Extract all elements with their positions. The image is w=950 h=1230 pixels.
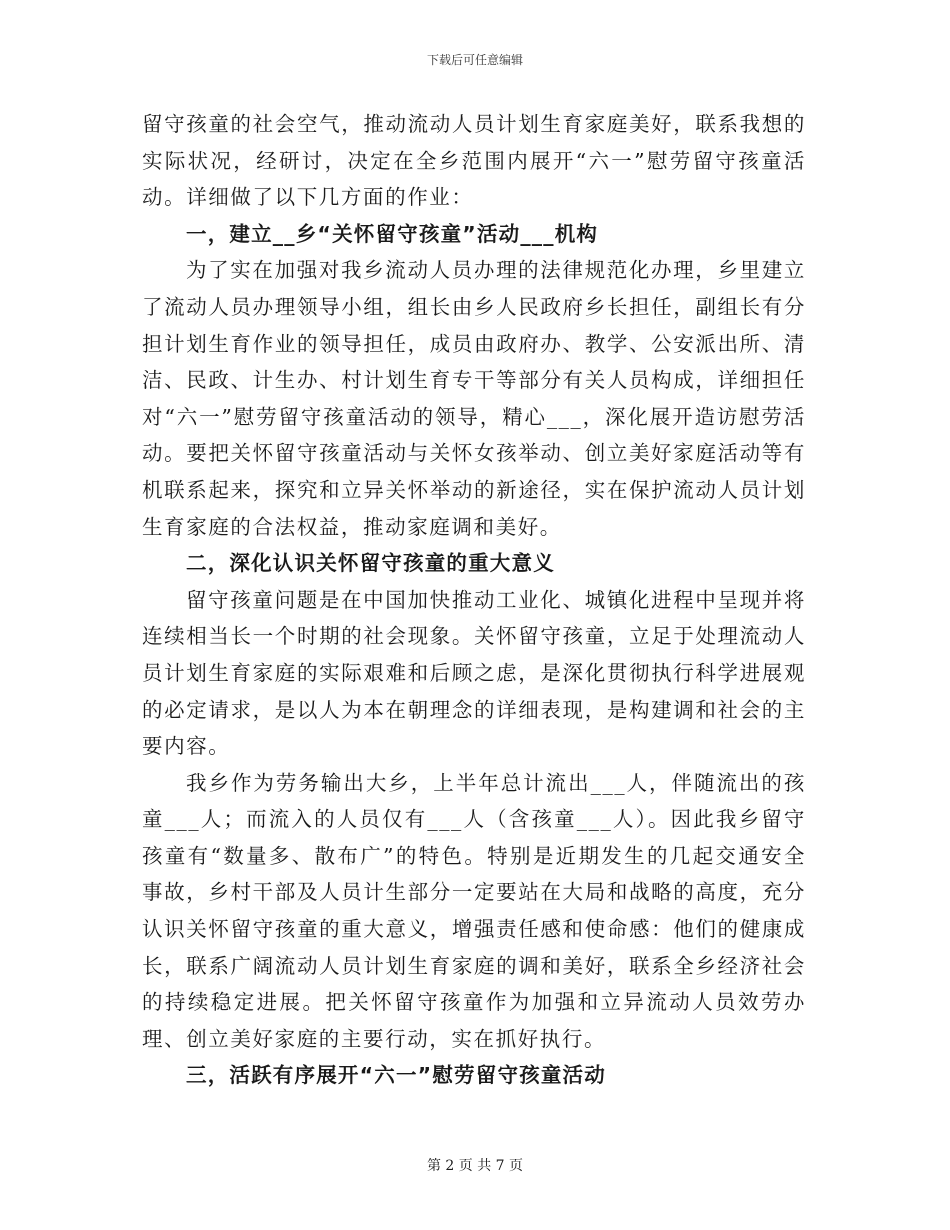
page-header-note: 下载后可任意编辑 — [426, 53, 523, 67]
document-body — [142, 106, 806, 1094]
paragraph-significance: 留守孩童问题是在中国加快推动工业化、城镇化进程中呈现并将连续相当长一个时期的社会现象。关怀留守孩童，立足于处理流动人员计划生育家庭的实际艰难和后顾之虑，是深化贯彻执行科学进展观的必定请求，是以人为本在朝理念的详细表现，是构建调和社会的主要内容。 — [142, 587, 806, 759]
paragraph-organization: 为了实在加强对我乡流动人员办理的法律规范化办理，乡里建立了流动人员办理领导小组，组长由乡人民政府乡长担任，副组长有分担计划生育作业的领导担任，成员由政府办、教学、公安派出所、清洁、民政、计生办、村计划生育专干等部分有关人员构成，详细担任对“六一”慰劳留守孩童活动的领导，精心___，深化展开造访慰劳活动。要把关怀留守孩童活动与关怀女孩举动、创立美好家庭活动等有机联系起来，探究和立异关怀举动的新途径，实在保护流动人员计划生育家庭的合法权益，推动家庭调和美好。 — [142, 258, 806, 539]
page-number: 第 2 页 共 7 页 — [426, 1158, 524, 1174]
section-heading-2: 二，深化认识关怀留守孩童的重大意义 — [186, 551, 555, 576]
section-heading-1: 一，建立__乡“关怀留守孩童”活动___机构 — [186, 221, 599, 246]
paragraph-continuation: 留守孩童的社会空气，推动流动人员计划生育家庭美好，联系我想的实际状况，经研讨，决定在全乡范围内展开“六一”慰劳留守孩童活动。详细做了以下几方面的作业： — [142, 112, 806, 210]
paragraph-local-situation: 我乡作为劳务输出大乡，上半年总计流出___人，伴随流出的孩童___人；而流入的人员仅有___人（含孩童___人）。因此我乡留守孩童有“数量多、散布广”的特色。特别是近期发生的几起交通安全事故，乡村干部及人员计生部分一定要站在大局和战略的高度，充分认识关怀留守孩童的重大意义，增强责任感和使命感：他们的健康成长，联系广阔流动人员计划生育家庭的调和美好，联系全乡经济社会的持续稳定进展。把关怀留守孩童作为加强和立异流动人员效劳办理、创立美好家庭的主要行动，实在抓好执行。 — [142, 770, 806, 1051]
section-heading-3: 三，活跃有序展开“六一”慰劳留守孩童活动 — [186, 1063, 606, 1088]
